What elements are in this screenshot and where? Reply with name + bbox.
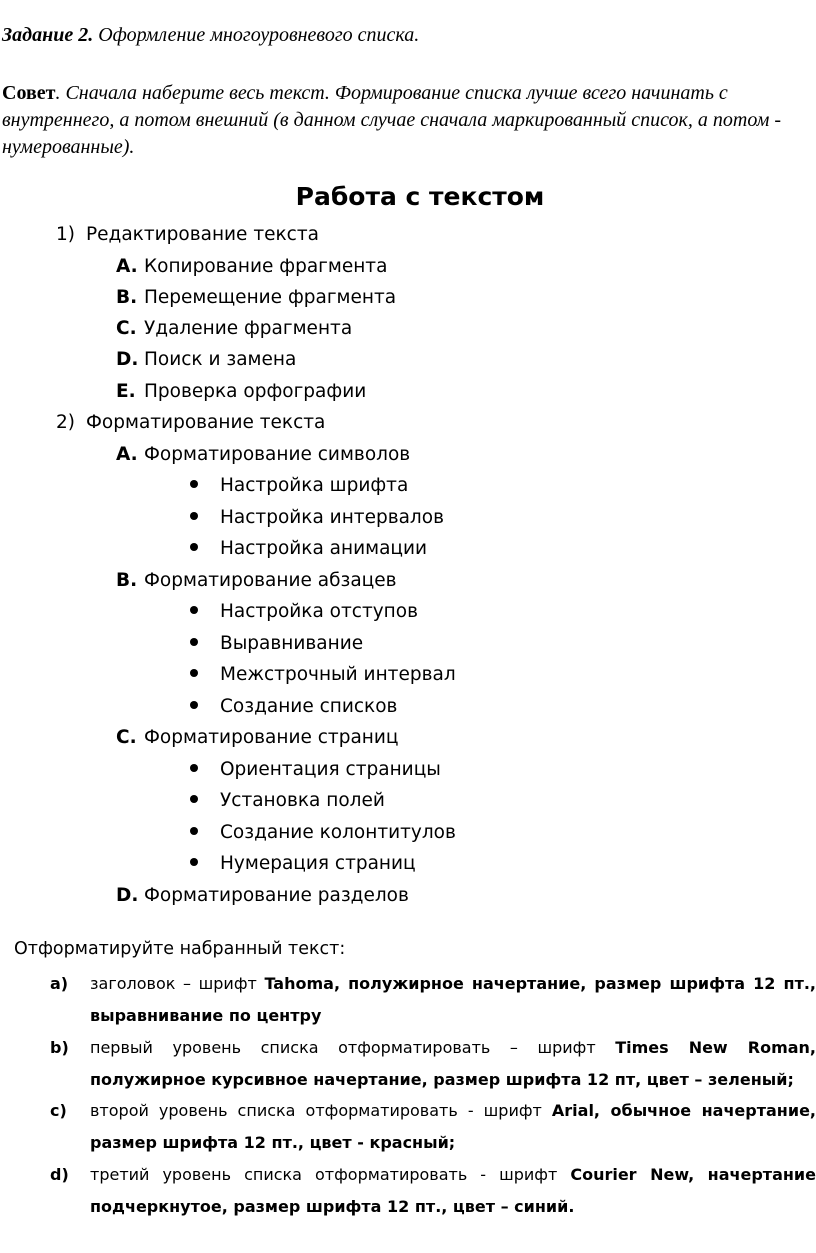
list-item-label: Создание списков — [220, 696, 398, 717]
instruction-bold-text: Arial, обычное начертание, размер шрифта 12 пт., цвет - красный; — [90, 1101, 816, 1152]
instruction-label: c) — [50, 1101, 67, 1120]
list-marker: A. — [116, 256, 138, 277]
task-text: Оформление многоуровневого списка. — [98, 24, 420, 46]
instruction-text — [90, 1032, 816, 1096]
list-marker: 2) — [56, 412, 75, 433]
list-item-level1 — [56, 412, 325, 433]
instruction-item — [50, 1032, 816, 1096]
list-item-level2 — [116, 287, 396, 308]
list-item-level3 — [190, 538, 427, 559]
list-item-level3 — [190, 822, 456, 843]
tip-label: Совет — [2, 82, 56, 104]
list-item-level2 — [116, 444, 410, 465]
list-item-label: Форматирование символов — [144, 444, 411, 465]
instruction-item — [50, 968, 816, 1032]
list-item-label: Настройка анимации — [220, 538, 428, 559]
list-marker: A. — [116, 444, 138, 465]
list-item-level3 — [190, 601, 418, 622]
list-item-label: Ориентация страницы — [220, 759, 441, 780]
list-item-label: Создание колонтитулов — [220, 822, 456, 843]
list-item-label: Поиск и замена — [144, 349, 297, 370]
list-item-level3 — [190, 759, 441, 780]
instruction-plain-text: заголовок – шрифт — [90, 974, 265, 993]
instructions-heading: Отформатируйте набранный текст: — [14, 939, 346, 959]
bullet-icon — [190, 764, 198, 772]
list-item-label: Перемещение фрагмента — [144, 287, 397, 308]
list-item-level3 — [190, 790, 385, 811]
task-label: Задание 2. — [2, 24, 94, 46]
list-item-level2 — [116, 885, 409, 906]
list-item-level2 — [116, 318, 352, 339]
list-item-label: Нумерация страниц — [220, 853, 416, 874]
list-item-label: Форматирование текста — [86, 412, 326, 433]
bullet-icon — [190, 512, 198, 520]
list-item-label: Редактирование текста — [86, 224, 319, 245]
bullet-icon — [190, 669, 198, 677]
document-title: Работа с текстом — [295, 182, 545, 211]
list-item-level2 — [116, 256, 387, 277]
bullet-icon — [190, 795, 198, 803]
list-item-level3 — [190, 475, 408, 496]
bullet-icon — [190, 638, 198, 646]
list-item-level2 — [116, 570, 397, 591]
list-item-label: Копирование фрагмента — [144, 256, 388, 277]
list-item-label: Форматирование разделов — [144, 885, 409, 906]
bullet-icon — [190, 701, 198, 709]
tip-text: . Сначала наберите весь текст. Формирование списка лучше всего начинать с внутреннего, а потом внешний (в данном случае сначала маркированный список, а потом - нумерованные). — [2, 82, 782, 158]
list-marker: D. — [116, 349, 139, 370]
bullet-icon — [190, 827, 198, 835]
list-item-label: Настройка шрифта — [220, 475, 409, 496]
instruction-plain-text: третий уровень списка отформатировать - шрифт — [90, 1165, 571, 1184]
list-item-label: Форматирование страниц — [144, 727, 399, 748]
list-item-level3 — [190, 696, 397, 717]
bullet-icon — [190, 606, 198, 614]
list-item-label: Проверка орфографии — [144, 381, 367, 402]
instruction-text — [90, 1095, 816, 1159]
instruction-bold-text: Times New Roman, полужирное курсивное начертание, размер шрифта 12 пт, цвет – зеленый; — [90, 1038, 816, 1089]
list-item-level3 — [190, 633, 363, 654]
list-item-label: Настройка интервалов — [220, 507, 444, 528]
bullet-icon — [190, 480, 198, 488]
list-marker: C. — [116, 318, 137, 339]
instruction-text — [90, 1159, 816, 1223]
list-item-label: Межстрочный интервал — [220, 664, 456, 685]
list-item-level2 — [116, 727, 399, 748]
instruction-label: a) — [50, 974, 69, 993]
instruction-plain-text: второй уровень списка отформатировать - шрифт — [90, 1101, 552, 1120]
list-item-level1 — [56, 224, 319, 245]
list-marker: D. — [116, 885, 139, 906]
list-marker: C. — [116, 727, 137, 748]
instruction-label: d) — [50, 1165, 69, 1184]
list-item-label: Выравнивание — [220, 633, 364, 654]
instruction-plain-text: первый уровень списка отформатировать – шрифт — [90, 1038, 616, 1057]
bullet-icon — [190, 858, 198, 866]
list-item-level3 — [190, 664, 456, 685]
list-marker: B. — [116, 570, 138, 591]
list-item-label: Настройка отступов — [220, 601, 418, 622]
instruction-text — [90, 968, 816, 1032]
instruction-bold-text: Tahoma, полужирное начертание, размер шрифта 12 пт., выравнивание по центру — [90, 974, 816, 1025]
bullet-icon — [190, 543, 198, 551]
instruction-bold-text: Courier New, начертание подчеркнутое, размер шрифта 12 пт., цвет – синий. — [90, 1165, 816, 1216]
list-item-level2 — [116, 381, 366, 402]
list-item-level2 — [116, 349, 296, 370]
instruction-label: b) — [50, 1038, 69, 1057]
tip-paragraph — [2, 80, 802, 161]
instruction-item — [50, 1095, 816, 1159]
list-marker: B. — [116, 287, 138, 308]
instruction-item — [50, 1159, 816, 1223]
list-marker: E. — [116, 381, 136, 402]
list-item-label: Удаление фрагмента — [144, 318, 353, 339]
list-item-label: Установка полей — [220, 790, 385, 811]
list-item-level3 — [190, 853, 416, 874]
list-item-label: Форматирование абзацев — [144, 570, 397, 591]
list-marker: 1) — [56, 224, 75, 245]
task-heading — [2, 24, 419, 47]
list-item-level3 — [190, 507, 444, 528]
